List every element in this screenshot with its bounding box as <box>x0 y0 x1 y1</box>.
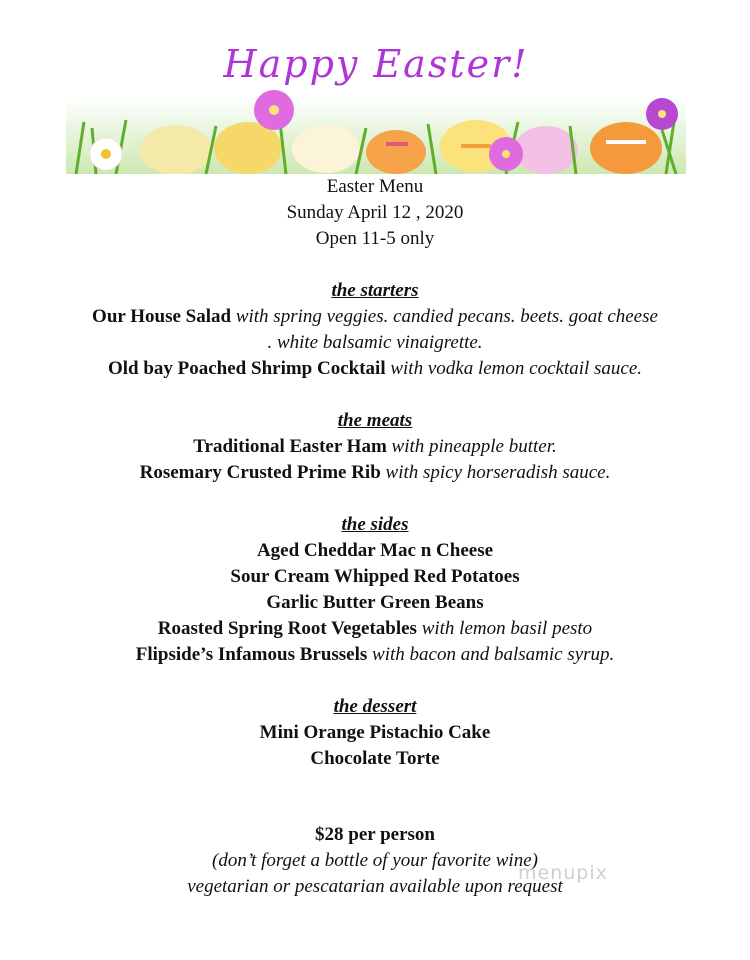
menu-item: Aged Cheddar Mac n Cheese <box>256 540 494 561</box>
menu-item: Garlic Butter Green Beans <box>266 592 484 613</box>
section-heading-starters: the starters <box>331 280 419 301</box>
item-description: with lemon basil pesto <box>421 618 593 639</box>
pink-flower-icon <box>489 137 523 171</box>
menu-item <box>0 616 750 642</box>
item-name: Traditional Easter Ham <box>193 436 387 457</box>
dietary-note: vegetarian or pescatarian available upon request <box>187 876 563 897</box>
item-description: with vodka lemon cocktail sauce. <box>390 358 643 379</box>
price: $28 per person <box>315 824 435 845</box>
egg-icon <box>140 125 212 174</box>
easter-eggs-grass-illustration <box>66 42 686 174</box>
menu-item <box>0 434 750 460</box>
section-heading-dessert: the dessert <box>333 696 417 717</box>
menu-date: Sunday April 12 , 2020 <box>286 202 464 223</box>
egg-icon <box>292 125 360 173</box>
egg-icon <box>514 126 578 174</box>
daisy-icon <box>90 138 122 170</box>
pink-flower-icon <box>646 98 678 130</box>
section-heading-sides: the sides <box>341 514 409 535</box>
menu-item: Chocolate Torte <box>310 748 440 769</box>
egg-icon <box>590 122 662 174</box>
menu-hours: Open 11-5 only <box>315 228 435 249</box>
menu-content <box>0 174 750 900</box>
item-description: with spicy horseradish sauce. <box>385 462 611 483</box>
menu-item <box>0 460 750 486</box>
egg-icon <box>366 130 426 174</box>
item-description: with pineapple butter. <box>391 436 557 457</box>
section-heading-meats: the meats <box>337 410 413 431</box>
menu-item <box>0 356 750 382</box>
item-description: with bacon and balsamic syrup. <box>372 644 615 665</box>
item-name: Flipside’s Infamous Brussels <box>135 644 368 665</box>
menu-item <box>0 642 750 668</box>
menu-item: Sour Cream Whipped Red Potatoes <box>230 566 520 587</box>
easter-banner <box>66 42 686 174</box>
item-name: Rosemary Crusted Prime Rib <box>139 462 381 483</box>
item-name: Our House Salad <box>92 306 232 327</box>
menu-item: Mini Orange Pistachio Cake <box>259 722 491 743</box>
item-name: Roasted Spring Root Vegetables <box>157 618 417 639</box>
menu-item <box>0 304 750 330</box>
item-description: with spring veggies. candied pecans. beets. goat cheese <box>235 306 658 327</box>
wine-note: (don’t forget a bottle of your favorite wine) <box>212 850 538 871</box>
banner-title: Happy Easter! <box>223 42 529 86</box>
item-name: Old bay Poached Shrimp Cocktail <box>107 358 386 379</box>
item-description-continued: . white balsamic vinaigrette. <box>267 332 483 353</box>
watermark: menupix <box>518 862 608 884</box>
pink-flower-icon <box>254 90 294 130</box>
menu-title: Easter Menu <box>326 176 424 197</box>
